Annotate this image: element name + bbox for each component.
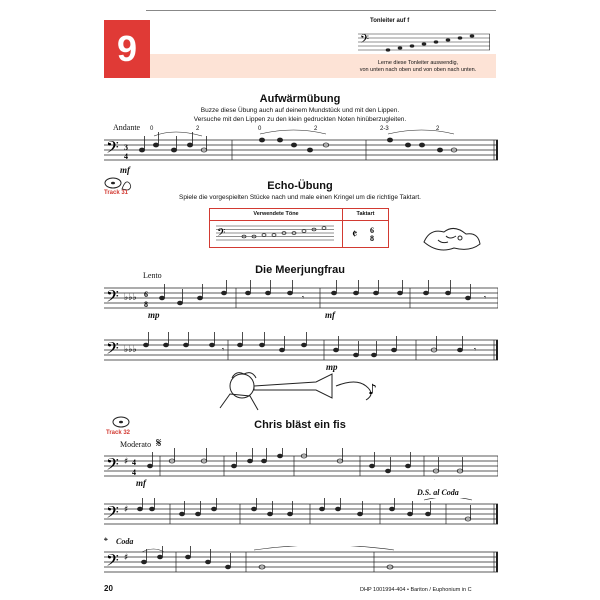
svg-text:6: 6 xyxy=(370,226,374,235)
svg-text:𝄢: 𝄢 xyxy=(106,550,119,574)
svg-text:𝄵: 𝄵 xyxy=(352,227,358,241)
svg-text:𝄾: 𝄾 xyxy=(302,293,305,302)
coda-label: Coda xyxy=(116,537,134,546)
time-signature-options[interactable] xyxy=(350,225,384,243)
table-header-notes: Verwendete Töne xyxy=(210,209,342,221)
trumpet-player-illustration xyxy=(206,368,386,414)
scale-caption xyxy=(340,60,496,74)
chris-staff-2 xyxy=(104,498,498,528)
chris-staff-coda xyxy=(104,546,498,576)
track-31-label: Track 31 xyxy=(104,190,129,196)
chris-dynamic: mf xyxy=(136,478,146,488)
mermaid-staff-1 xyxy=(104,280,498,310)
scale-title: Tonleiter auf f xyxy=(370,18,410,24)
mermaid-dynamic-2: mf xyxy=(325,310,335,320)
mermaid-staff-2 xyxy=(104,332,498,362)
svg-text:♭♭♭: ♭♭♭ xyxy=(124,345,137,355)
segno-icon: 𝄋 xyxy=(156,436,162,451)
svg-text:𝄢: 𝄢 xyxy=(106,286,119,310)
svg-text:♪: ♪ xyxy=(368,382,377,398)
echo-instructions: Spiele die vorgespielten Stücke nach und male einen Kringel um die richtige Taktart. xyxy=(179,194,421,201)
svg-text:𝄢: 𝄢 xyxy=(106,454,119,478)
header-rule xyxy=(146,10,496,11)
warmup-dynamic: mf xyxy=(120,165,130,175)
svg-text:4: 4 xyxy=(132,458,136,467)
echo-title: Echo-Übung xyxy=(267,180,333,192)
mermaid-title: Die Meerjungfrau xyxy=(255,264,345,276)
warmup-instructions xyxy=(0,106,600,124)
chapter-number: 9 xyxy=(104,20,150,78)
svg-text:8: 8 xyxy=(370,234,374,243)
coda-icon: 𝄌 xyxy=(104,535,108,548)
warmup-tempo: Andante xyxy=(113,123,141,132)
mermaid-dynamic-3: mp xyxy=(326,362,338,372)
echo-illustration xyxy=(418,216,488,256)
scale-staff xyxy=(358,30,490,52)
svg-text:4: 4 xyxy=(132,468,136,477)
echo-notes-staff xyxy=(216,224,336,242)
svg-text:𝄢: 𝄢 xyxy=(106,338,119,362)
svg-text:♭♭♭: ♭♭♭ xyxy=(124,293,137,303)
svg-text:♯: ♯ xyxy=(124,553,129,563)
warmup-title: Aufwärmübung xyxy=(259,93,341,105)
warmup-staff xyxy=(104,128,498,164)
warmup-instr-line1: Buzze diese Übung auch auf deinem Mundstück und mit den Lippen. xyxy=(200,107,400,114)
svg-text:𝄢: 𝄢 xyxy=(106,502,119,526)
mermaid-tempo: Lento xyxy=(143,271,162,280)
svg-text:6: 6 xyxy=(144,290,148,299)
warmup-instr-line2: Versuche mit den Lippen zu den klein gedruckten Noten hinüberzugleiten. xyxy=(193,116,407,123)
svg-text:𝄢: 𝄢 xyxy=(106,137,119,161)
scale-caption-line2: von unten nach oben und von oben nach unten. xyxy=(359,67,477,73)
chris-tempo: Moderato xyxy=(120,440,152,449)
page-number: 20 xyxy=(104,584,113,593)
chris-staff-1 xyxy=(104,448,498,480)
chris-title: Chris bläst ein fis xyxy=(254,419,346,431)
fingering-3: 0 xyxy=(258,126,262,132)
footer-code: DHP 1001994-404 • Bariton / Euphonium in C xyxy=(360,587,472,593)
svg-text:3: 3 xyxy=(124,143,128,152)
fingering-6: 2 xyxy=(436,126,440,132)
ds-al-coda: D.S. al Coda xyxy=(417,488,459,497)
svg-text:𝄢: 𝄢 xyxy=(217,227,226,242)
svg-text:♯: ♯ xyxy=(124,457,129,467)
svg-text:𝄾: 𝄾 xyxy=(484,293,487,302)
fingering-2: 2 xyxy=(196,126,200,132)
mermaid-dynamic-1: mp xyxy=(148,310,160,320)
table-divider xyxy=(342,209,343,247)
fingering-4: 2 xyxy=(314,126,318,132)
track-32-label: Track 32 xyxy=(106,430,131,436)
svg-text:8: 8 xyxy=(144,300,148,309)
svg-text:𝄢: 𝄢 xyxy=(360,33,370,49)
svg-text:𝄾: 𝄾 xyxy=(474,345,477,354)
fingering-5: 2-3 xyxy=(380,126,389,132)
svg-text:♯: ♯ xyxy=(124,505,129,515)
fingering-1: 0 xyxy=(150,126,154,132)
svg-text:4: 4 xyxy=(124,152,128,161)
svg-text:𝄾: 𝄾 xyxy=(222,345,225,354)
echo-table xyxy=(209,208,389,248)
scale-caption-line1: Lerne diese Tonleiter auswendig, xyxy=(377,60,459,66)
table-header-time: Taktart xyxy=(343,209,388,221)
